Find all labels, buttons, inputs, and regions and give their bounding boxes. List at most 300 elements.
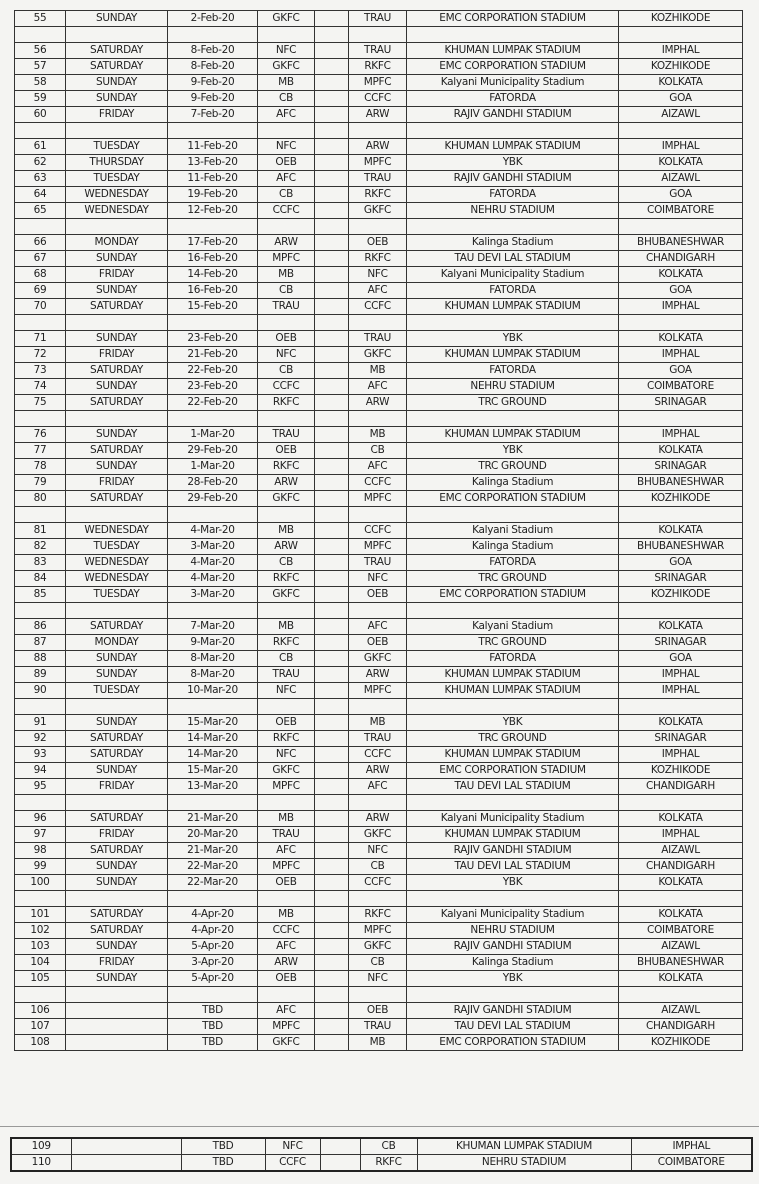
empty-cell — [168, 699, 258, 715]
city-cell: IMPHAL — [619, 43, 743, 59]
fixture-row — [15, 875, 743, 891]
match-number-cell: 58 — [15, 75, 66, 91]
day-cell: SUNDAY — [66, 427, 168, 443]
blank-cell — [315, 251, 349, 267]
away-team-cell: TRAU — [349, 331, 407, 347]
venue-cell: RAJIV GANDHI STADIUM — [407, 171, 619, 187]
empty-cell — [66, 603, 168, 619]
venue-cell: FATORDA — [407, 555, 619, 571]
spacer-row — [15, 699, 743, 715]
blank-cell — [315, 363, 349, 379]
city-cell: IMPHAL — [631, 1138, 752, 1155]
city-cell: KOLKATA — [619, 155, 743, 171]
day-cell: SATURDAY — [66, 299, 168, 315]
home-team-cell: RKFC — [258, 571, 315, 587]
match-number-cell: 87 — [15, 635, 66, 651]
home-team-cell: TRAU — [258, 667, 315, 683]
day-cell — [66, 1019, 168, 1035]
date-cell: 14-Feb-20 — [168, 267, 258, 283]
match-number-cell: 102 — [15, 923, 66, 939]
empty-cell — [258, 507, 315, 523]
empty-cell — [66, 27, 168, 43]
match-number-cell: 100 — [15, 875, 66, 891]
blank-cell — [315, 907, 349, 923]
match-number-cell: 84 — [15, 571, 66, 587]
fixture-row — [15, 283, 743, 299]
city-cell: KOZHIKODE — [619, 59, 743, 75]
away-team-cell: RKFC — [349, 907, 407, 923]
day-cell: SUNDAY — [66, 331, 168, 347]
day-cell: TUESDAY — [66, 587, 168, 603]
date-cell: 16-Feb-20 — [168, 251, 258, 267]
extra-fixtures-table — [10, 1137, 753, 1172]
city-cell: KOZHIKODE — [619, 491, 743, 507]
away-team-cell: TRAU — [349, 43, 407, 59]
empty-cell — [66, 699, 168, 715]
venue-cell: KHUMAN LUMPAK STADIUM — [407, 347, 619, 363]
home-team-cell: CB — [258, 283, 315, 299]
away-team-cell: MPFC — [349, 539, 407, 555]
fixture-row — [15, 91, 743, 107]
empty-cell — [315, 891, 349, 907]
match-number-cell: 106 — [15, 1003, 66, 1019]
home-team-cell: GKFC — [258, 587, 315, 603]
home-team-cell: MB — [258, 619, 315, 635]
date-cell: 22-Mar-20 — [168, 875, 258, 891]
empty-cell — [407, 123, 619, 139]
match-number-cell: 59 — [15, 91, 66, 107]
day-cell: SUNDAY — [66, 763, 168, 779]
city-cell: KOZHIKODE — [619, 587, 743, 603]
empty-cell — [168, 891, 258, 907]
fixture-row — [15, 203, 743, 219]
blank-cell — [315, 731, 349, 747]
match-number-cell: 99 — [15, 859, 66, 875]
city-cell: AIZAWL — [619, 1003, 743, 1019]
blank-cell — [315, 747, 349, 763]
blank-cell — [315, 939, 349, 955]
blank-cell — [315, 107, 349, 123]
away-team-cell: MB — [349, 363, 407, 379]
city-cell: GOA — [619, 555, 743, 571]
day-cell: SATURDAY — [66, 811, 168, 827]
match-number-cell: 72 — [15, 347, 66, 363]
match-number-cell: 65 — [15, 203, 66, 219]
away-team-cell: CCFC — [349, 875, 407, 891]
empty-cell — [407, 603, 619, 619]
empty-cell — [15, 315, 66, 331]
home-team-cell: TRAU — [258, 427, 315, 443]
fixtures-table — [14, 10, 743, 1051]
away-team-cell: RKFC — [349, 251, 407, 267]
empty-cell — [619, 891, 743, 907]
blank-cell — [315, 379, 349, 395]
empty-cell — [407, 315, 619, 331]
empty-cell — [619, 315, 743, 331]
fixture-row — [15, 155, 743, 171]
day-cell: TUESDAY — [66, 683, 168, 699]
venue-cell: Kalinga Stadium — [407, 235, 619, 251]
fixture-row — [15, 651, 743, 667]
date-cell: TBD — [168, 1035, 258, 1051]
day-cell: TUESDAY — [66, 539, 168, 555]
day-cell: SUNDAY — [66, 667, 168, 683]
empty-cell — [66, 411, 168, 427]
empty-cell — [66, 795, 168, 811]
away-team-cell: MPFC — [349, 155, 407, 171]
date-cell: 8-Feb-20 — [168, 59, 258, 75]
blank-cell — [315, 203, 349, 219]
home-team-cell: CCFC — [258, 379, 315, 395]
match-number-cell: 66 — [15, 235, 66, 251]
day-cell: WEDNESDAY — [66, 571, 168, 587]
blank-cell — [315, 955, 349, 971]
home-team-cell: AFC — [258, 939, 315, 955]
match-number-cell: 90 — [15, 683, 66, 699]
city-cell: SRINAGAR — [619, 731, 743, 747]
home-team-cell: TRAU — [258, 299, 315, 315]
spacer-row — [15, 315, 743, 331]
day-cell: FRIDAY — [66, 779, 168, 795]
blank-cell — [315, 187, 349, 203]
empty-cell — [15, 603, 66, 619]
empty-cell — [407, 507, 619, 523]
city-cell: COIMBATORE — [619, 923, 743, 939]
empty-cell — [407, 411, 619, 427]
spacer-row — [15, 795, 743, 811]
empty-cell — [258, 27, 315, 43]
empty-cell — [349, 123, 407, 139]
fixture-row — [15, 299, 743, 315]
venue-cell: EMC CORPORATION STADIUM — [407, 11, 619, 27]
date-cell: 3-Mar-20 — [168, 539, 258, 555]
away-team-cell: OEB — [349, 1003, 407, 1019]
blank-cell — [315, 811, 349, 827]
fixture-row — [15, 731, 743, 747]
city-cell: KOLKATA — [619, 907, 743, 923]
match-number-cell: 101 — [15, 907, 66, 923]
day-cell: SATURDAY — [66, 395, 168, 411]
venue-cell: NEHRU STADIUM — [407, 923, 619, 939]
empty-cell — [315, 219, 349, 235]
away-team-cell: RKFC — [360, 1155, 417, 1172]
away-team-cell: MPFC — [349, 683, 407, 699]
away-team-cell: CB — [349, 443, 407, 459]
date-cell: 13-Mar-20 — [168, 779, 258, 795]
match-number-cell: 95 — [15, 779, 66, 795]
day-cell: FRIDAY — [66, 475, 168, 491]
city-cell: KOLKATA — [619, 971, 743, 987]
city-cell: COIMBATORE — [619, 203, 743, 219]
date-cell: 21-Mar-20 — [168, 843, 258, 859]
venue-cell: TAU DEVI LAL STADIUM — [407, 1019, 619, 1035]
away-team-cell: MPFC — [349, 923, 407, 939]
match-number-cell: 89 — [15, 667, 66, 683]
home-team-cell: MPFC — [258, 251, 315, 267]
blank-cell — [315, 539, 349, 555]
date-cell: 21-Mar-20 — [168, 811, 258, 827]
empty-cell — [258, 987, 315, 1003]
match-number-cell: 92 — [15, 731, 66, 747]
page-divider — [0, 1126, 759, 1127]
venue-cell: YBK — [407, 155, 619, 171]
empty-cell — [349, 315, 407, 331]
day-cell: WEDNESDAY — [66, 203, 168, 219]
blank-cell — [315, 651, 349, 667]
day-cell: SATURDAY — [66, 43, 168, 59]
empty-cell — [619, 219, 743, 235]
empty-cell — [349, 603, 407, 619]
away-team-cell: OEB — [349, 587, 407, 603]
fixture-row — [15, 843, 743, 859]
away-team-cell: MPFC — [349, 75, 407, 91]
empty-cell — [407, 699, 619, 715]
blank-cell — [315, 683, 349, 699]
match-number-cell: 78 — [15, 459, 66, 475]
away-team-cell: AFC — [349, 619, 407, 635]
date-cell: 23-Feb-20 — [168, 331, 258, 347]
venue-cell: Kalyani Municipality Stadium — [407, 75, 619, 91]
date-cell: 29-Feb-20 — [168, 491, 258, 507]
blank-cell — [315, 923, 349, 939]
city-cell: IMPHAL — [619, 299, 743, 315]
date-cell: 12-Feb-20 — [168, 203, 258, 219]
match-number-cell: 56 — [15, 43, 66, 59]
empty-cell — [619, 987, 743, 1003]
day-cell: SUNDAY — [66, 379, 168, 395]
home-team-cell: MPFC — [258, 859, 315, 875]
blank-cell — [315, 843, 349, 859]
venue-cell: Kalinga Stadium — [407, 539, 619, 555]
match-number-cell: 67 — [15, 251, 66, 267]
blank-cell — [315, 267, 349, 283]
venue-cell: EMC CORPORATION STADIUM — [407, 491, 619, 507]
home-team-cell: MPFC — [258, 779, 315, 795]
date-cell: 19-Feb-20 — [168, 187, 258, 203]
match-number-cell: 74 — [15, 379, 66, 395]
fixture-row — [15, 331, 743, 347]
venue-cell: FATORDA — [407, 91, 619, 107]
day-cell — [71, 1155, 181, 1172]
fixture-row — [15, 539, 743, 555]
date-cell: 5-Apr-20 — [168, 939, 258, 955]
home-team-cell: GKFC — [258, 763, 315, 779]
away-team-cell: ARW — [349, 139, 407, 155]
date-cell: 10-Mar-20 — [168, 683, 258, 699]
blank-cell — [315, 91, 349, 107]
date-cell: 7-Feb-20 — [168, 107, 258, 123]
date-cell: 3-Apr-20 — [168, 955, 258, 971]
home-team-cell: CCFC — [265, 1155, 320, 1172]
day-cell: SUNDAY — [66, 75, 168, 91]
spacer-row — [15, 27, 743, 43]
venue-cell: NEHRU STADIUM — [407, 203, 619, 219]
empty-cell — [619, 507, 743, 523]
empty-cell — [349, 987, 407, 1003]
date-cell: TBD — [181, 1155, 265, 1172]
fixture-row — [15, 251, 743, 267]
venue-cell: KHUMAN LUMPAK STADIUM — [407, 667, 619, 683]
venue-cell: TRC GROUND — [407, 395, 619, 411]
away-team-cell: TRAU — [349, 731, 407, 747]
venue-cell: YBK — [407, 715, 619, 731]
city-cell: CHANDIGARH — [619, 251, 743, 267]
date-cell: 1-Mar-20 — [168, 427, 258, 443]
home-team-cell: OEB — [258, 331, 315, 347]
away-team-cell: CB — [360, 1138, 417, 1155]
home-team-cell: GKFC — [258, 491, 315, 507]
fixtures-sheet — [14, 10, 742, 1051]
city-cell: SRINAGAR — [619, 395, 743, 411]
away-team-cell: GKFC — [349, 347, 407, 363]
city-cell: KOZHIKODE — [619, 763, 743, 779]
blank-cell — [315, 139, 349, 155]
fixture-row — [15, 107, 743, 123]
home-team-cell: NFC — [258, 747, 315, 763]
empty-cell — [619, 411, 743, 427]
venue-cell: YBK — [407, 971, 619, 987]
blank-cell — [320, 1155, 360, 1172]
city-cell: GOA — [619, 187, 743, 203]
blank-cell — [315, 347, 349, 363]
empty-cell — [168, 219, 258, 235]
blank-cell — [315, 779, 349, 795]
date-cell: TBD — [181, 1138, 265, 1155]
blank-cell — [315, 1003, 349, 1019]
date-cell: 4-Apr-20 — [168, 907, 258, 923]
empty-cell — [315, 123, 349, 139]
fixture-row — [15, 859, 743, 875]
blank-cell — [315, 171, 349, 187]
fixture-row — [15, 683, 743, 699]
home-team-cell: MB — [258, 811, 315, 827]
city-cell: GOA — [619, 651, 743, 667]
blank-cell — [315, 859, 349, 875]
date-cell: 2-Feb-20 — [168, 11, 258, 27]
blank-cell — [315, 571, 349, 587]
venue-cell: KHUMAN LUMPAK STADIUM — [417, 1138, 631, 1155]
away-team-cell: TRAU — [349, 555, 407, 571]
venue-cell: TRC GROUND — [407, 635, 619, 651]
date-cell: 9-Mar-20 — [168, 635, 258, 651]
city-cell: BHUBANESHWAR — [619, 955, 743, 971]
day-cell — [66, 1003, 168, 1019]
empty-cell — [168, 411, 258, 427]
day-cell: MONDAY — [66, 635, 168, 651]
date-cell: 14-Mar-20 — [168, 747, 258, 763]
city-cell: CHANDIGARH — [619, 779, 743, 795]
day-cell — [66, 1035, 168, 1051]
venue-cell: FATORDA — [407, 283, 619, 299]
date-cell: 22-Feb-20 — [168, 363, 258, 379]
fixture-row — [15, 523, 743, 539]
home-team-cell: MB — [258, 523, 315, 539]
day-cell: FRIDAY — [66, 267, 168, 283]
home-team-cell: GKFC — [258, 1035, 315, 1051]
home-team-cell: ARW — [258, 955, 315, 971]
city-cell: IMPHAL — [619, 827, 743, 843]
match-number-cell: 76 — [15, 427, 66, 443]
home-team-cell: GKFC — [258, 11, 315, 27]
empty-cell — [168, 795, 258, 811]
empty-cell — [258, 315, 315, 331]
fixture-row — [15, 1035, 743, 1051]
fixture-row — [15, 43, 743, 59]
empty-cell — [15, 795, 66, 811]
away-team-cell: CCFC — [349, 747, 407, 763]
away-team-cell: GKFC — [349, 939, 407, 955]
day-cell: WEDNESDAY — [66, 187, 168, 203]
city-cell: KOLKATA — [619, 619, 743, 635]
spacer-row — [15, 411, 743, 427]
spacer-row — [15, 123, 743, 139]
venue-cell: KHUMAN LUMPAK STADIUM — [407, 827, 619, 843]
away-team-cell: ARW — [349, 395, 407, 411]
venue-cell: TRC GROUND — [407, 731, 619, 747]
blank-cell — [315, 635, 349, 651]
day-cell: WEDNESDAY — [66, 555, 168, 571]
day-cell: SUNDAY — [66, 715, 168, 731]
day-cell: TUESDAY — [66, 139, 168, 155]
date-cell: 29-Feb-20 — [168, 443, 258, 459]
home-team-cell: AFC — [258, 107, 315, 123]
city-cell: KOLKATA — [619, 443, 743, 459]
fixture-row — [15, 395, 743, 411]
date-cell: TBD — [168, 1003, 258, 1019]
empty-cell — [66, 891, 168, 907]
empty-cell — [315, 795, 349, 811]
blank-cell — [315, 75, 349, 91]
venue-cell: FATORDA — [407, 651, 619, 667]
away-team-cell: AFC — [349, 379, 407, 395]
away-team-cell: GKFC — [349, 203, 407, 219]
away-team-cell: AFC — [349, 283, 407, 299]
blank-cell — [315, 523, 349, 539]
date-cell: 13-Feb-20 — [168, 155, 258, 171]
city-cell: KOLKATA — [619, 715, 743, 731]
blank-cell — [315, 715, 349, 731]
venue-cell: TAU DEVI LAL STADIUM — [407, 779, 619, 795]
date-cell: 4-Apr-20 — [168, 923, 258, 939]
away-team-cell: CCFC — [349, 299, 407, 315]
city-cell: BHUBANESHWAR — [619, 475, 743, 491]
home-team-cell: CB — [258, 363, 315, 379]
venue-cell: RAJIV GANDHI STADIUM — [407, 1003, 619, 1019]
city-cell: IMPHAL — [619, 347, 743, 363]
empty-cell — [15, 987, 66, 1003]
match-number-cell: 93 — [15, 747, 66, 763]
empty-cell — [66, 219, 168, 235]
city-cell: KOLKATA — [619, 331, 743, 347]
match-number-cell: 85 — [15, 587, 66, 603]
empty-cell — [258, 219, 315, 235]
blank-cell — [320, 1138, 360, 1155]
spacer-row — [15, 603, 743, 619]
day-cell: FRIDAY — [66, 827, 168, 843]
date-cell: 8-Feb-20 — [168, 43, 258, 59]
away-team-cell: ARW — [349, 811, 407, 827]
blank-cell — [315, 475, 349, 491]
spacer-row — [15, 891, 743, 907]
fixture-row — [15, 827, 743, 843]
match-number-cell: 105 — [15, 971, 66, 987]
empty-cell — [15, 891, 66, 907]
home-team-cell: MB — [258, 267, 315, 283]
away-team-cell: OEB — [349, 635, 407, 651]
day-cell: WEDNESDAY — [66, 523, 168, 539]
fixture-row — [15, 187, 743, 203]
blank-cell — [315, 1019, 349, 1035]
